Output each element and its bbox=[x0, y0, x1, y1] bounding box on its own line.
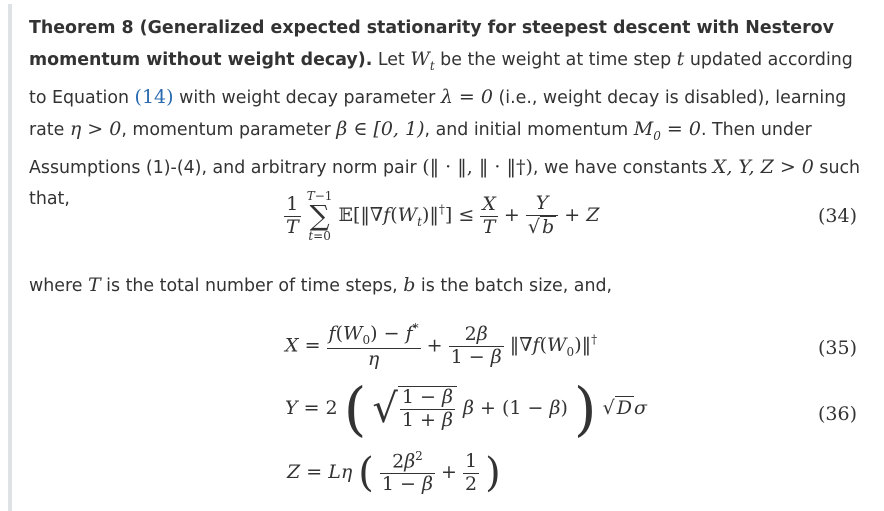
equation-reference-link[interactable]: (14) bbox=[134, 85, 174, 108]
equation-36-tag: (36) bbox=[817, 403, 857, 425]
theorem-paragraph: Theorem 8 (Generalized expected stationarity for steepest descent with Nesterov momentum without weight decay). Let $W_t$ be the weight at time step t updated according to Equation (14) with weight decay parameter λ = 0 (i.e., weight decay is disabled), learning rate η > 0, momentum parameter β ∈ [0, 1), and initial momentum $M_0 = 0$. Then under Assumptions (1)-(4), and arbitrary norm pair (‖ · ‖, ‖ · ‖†), we have constants X, Y, Z > 0 such that, bbox=[29, 18, 861, 209]
equation-35: X = $\frac{f(W_0) - f^*}{\eta}$ + $\frac{2\beta}{1 - \beta}$ $‖\nabla f(W_0)‖^\dagger$ bbox=[285, 321, 598, 370]
equation-34-tag: (34) bbox=[817, 205, 857, 227]
equation-36: Y = 2 ( √ $\frac{1 - \beta}{1 + \beta}$ β + (1 − β) ) √ D σ bbox=[285, 375, 647, 443]
m0-expr: $M_0 = 0$ bbox=[633, 117, 701, 143]
equation-34: $\frac{1}{T}$ T−1 ∑ t=0 $𝔼[‖\nabla f(W_t)‖^\dagger]$ ≤ $\frac{X}{T}$ + $\frac{Y}{√ b}$ + Z bbox=[286, 189, 600, 243]
theorem-heading: Theorem 8 (Generalized expected stationarity for steepest descent with Nesterov momentum without weight decay). bbox=[29, 18, 834, 70]
blockquote-bar bbox=[8, 4, 12, 511]
weight-symbol: $W_t$ bbox=[410, 48, 435, 73]
equation-35-tag: (35) bbox=[817, 337, 857, 359]
where-paragraph: where T is the total number of time steps, b is the batch size, and, bbox=[29, 274, 613, 296]
equation-z: Z = Lη ( $\frac{2\beta^2}{1 - \beta}$ + $\frac{1}{2}$ ) bbox=[287, 449, 501, 497]
